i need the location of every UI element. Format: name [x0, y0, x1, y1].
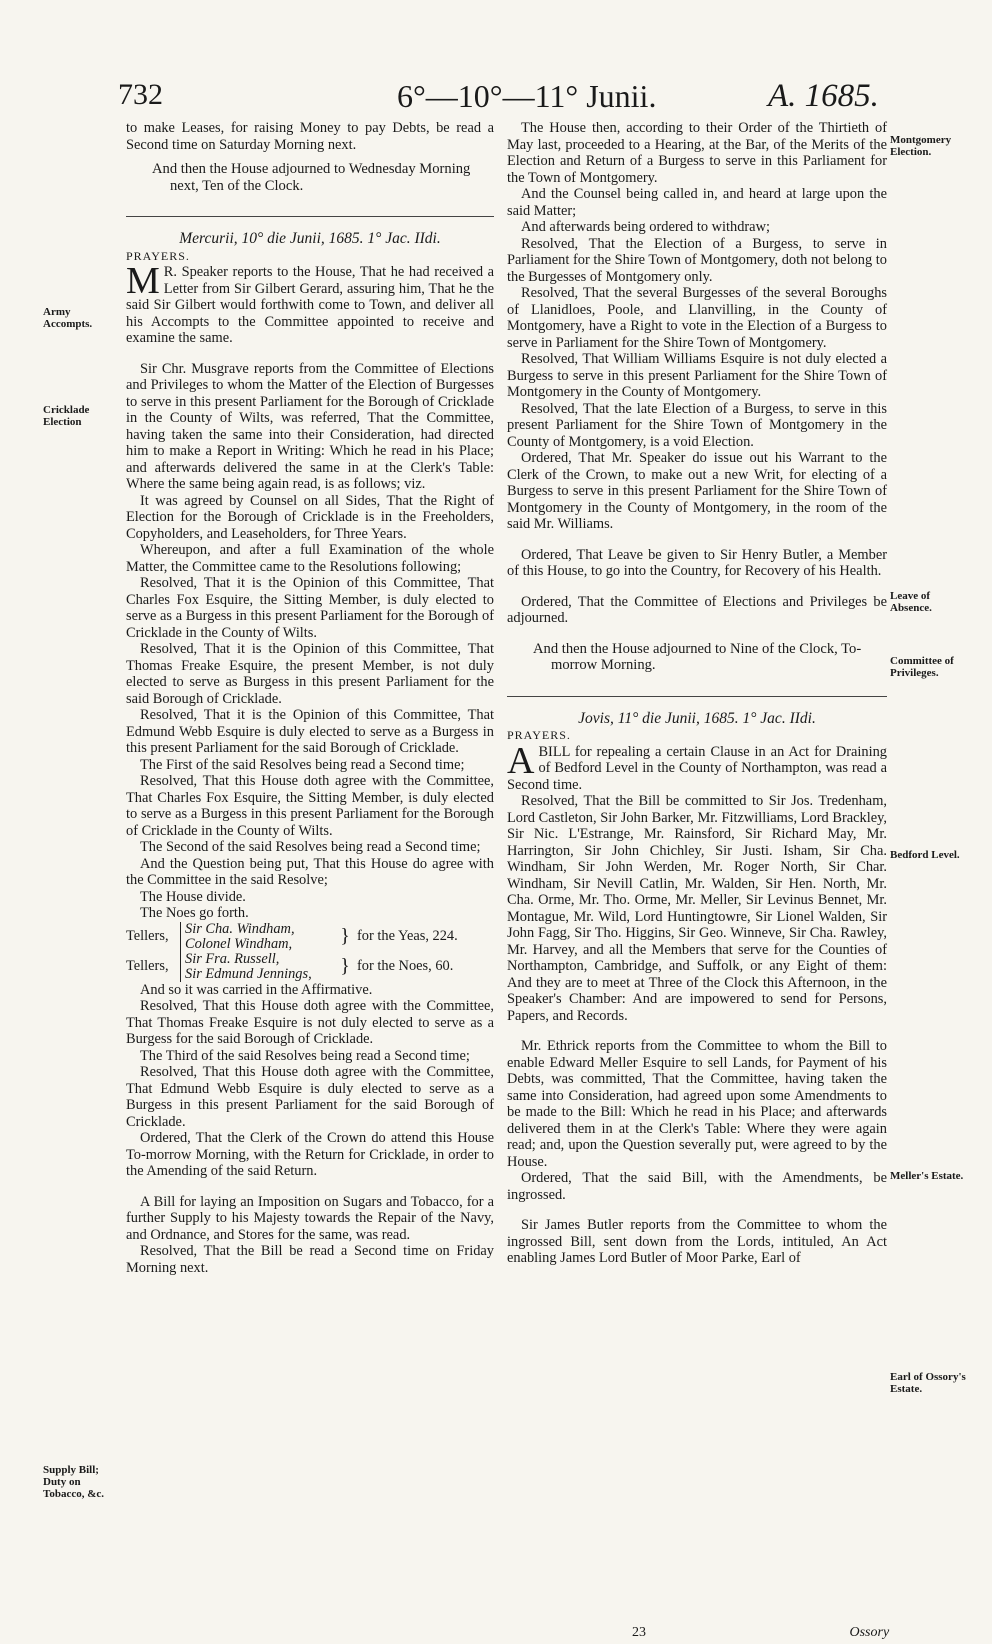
paragraph: Resolved, That the several Burgesses of the several Boroughs of Llanidloes, Poole, and Llanvilling, in the County of Montgomery, have a Right to vote in the Election of a Burgess to serve in Parliament for the Shire Town of Montgomery.	[507, 285, 887, 351]
paragraph: Resolved, That William Williams Esquire is not duly elected a Burgess to serve in this present Parliament for the Shire Town of Montgomery in the County of Montgomery.	[507, 351, 887, 400]
paragraph: Sir James Butler reports from the Committee to whom the ingrossed Bill, sent down from the Lords, intituled, An Act enabling James Lord Butler of Moor Parke, Earl of	[507, 1217, 887, 1266]
divider	[507, 696, 887, 697]
paragraph: Resolved, That this House doth agree with the Committee, That Thomas Freake Esquire is not duly elected to serve as a Burgess for the said Borough of Cricklade.	[126, 998, 494, 1047]
margin-note-meller: Meller's Estate.	[890, 1170, 964, 1182]
tellers-yeas	[126, 922, 494, 952]
paragraph: The Second of the said Resolves being read a Second time;	[140, 839, 481, 855]
drop-cap: M	[126, 260, 160, 302]
tellers-noes	[126, 952, 494, 982]
margin-note-supply: Supply Bill; Duty on Tobacco, &c.	[43, 1464, 105, 1500]
paragraph: And so it was carried in the Affirmative.	[140, 981, 373, 998]
paragraph: Resolved, That this House doth agree with the Committee, That Charles Fox Esquire, the Sitting Member, is duly elected to serve as a Burgess in this present Parliament for the Borough of Cricklade in the County of Wilts.	[126, 773, 494, 839]
page-footer	[612, 1625, 912, 1641]
drop-cap: A	[507, 739, 535, 782]
margin-note-cricklade: Cricklade Election	[43, 404, 90, 428]
catchword: Ossory	[849, 1625, 890, 1640]
left-column	[126, 120, 494, 1276]
paragraph: Resolved, That it is the Opinion of this Committee, That Charles Fox Esquire, the Sitting Member, is duly elected to serve as a Burgess in this present Parliament for the Borough of Cricklade in the County of Wilts.	[126, 575, 494, 641]
tellers-label: Tellers,	[126, 958, 169, 975]
paragraph: Ordered, That Mr. Speaker do issue out his Warrant to the Clerk of the Crown, to make out a new Writ, for electing of a Burgess to serve in this present Parliament for the Shire Town of Montgomery in the County of Montgomery, in the room of the said Mr. Williams.	[507, 450, 887, 532]
paragraph: ABILL for repealing a certain Clause in an Act for Draining of Bedford Level in the County of Northampton, was read a Second time.	[507, 739, 887, 793]
paragraph: Resolved, That it is the Opinion of this Committee, That Thomas Freake Esquire, the present Member, is not duly elected to serve as Burgess in this present Parliament for the said Borough of Cricklade.	[126, 641, 494, 707]
paragraph: Ordered, That the Committee of Elections and Privileges be adjourned.	[507, 593, 887, 626]
adjournment: And then the House adjourned to Wednesday Morning next, Ten of the Clock.	[152, 161, 471, 194]
paragraph: Mr. Ethrick reports from the Committee to whom the Bill to enable Edward Meller Esquire to sell Lands, for Payment of his Debts, was committed, That the Committee, having taken the same into Consideration, had agreed upon some Amendments to be made to the Bill: Which he read in his Place; and afterwards delivered them in at the Clerk's Table: Where they were again read; and, upon the Question severally put, were agreed to by the House.	[507, 1038, 887, 1170]
paragraph: Resolved, That the Election of a Burgess, to serve in Parliament for the Shire Town of Montgomery, doth not belong to the Burgesses of Montgomery only.	[507, 235, 887, 285]
paragraph: to make Leases, for raising Money to pay Debts, be read a Second time on Saturday Morning next.	[126, 120, 494, 153]
paragraph: Resolved, That the late Election of a Burgess, to serve in this present Parliament for the Shire Town of Montgomery in the County of Montgomery, is a void Election.	[507, 400, 887, 450]
paragraph: The House divide.	[140, 888, 246, 905]
margin-note-committee: Committee of Privileges.	[890, 655, 954, 679]
paragraph: The Noes go forth.	[140, 905, 249, 921]
paragraph: Ordered, That the Clerk of the Crown do attend this House To-morrow Morning, with the Return for Cricklade, in order to the Amending of the said Return.	[126, 1130, 494, 1179]
teller-names: Sir Cha. Windham, Colonel Windham,	[180, 922, 333, 952]
prayers-heading: PRAYERS.	[126, 248, 190, 263]
tellers-label: Tellers,	[126, 928, 169, 945]
paragraph: Resolved, That the Bill be read a Second time on Friday Morning next.	[126, 1243, 494, 1276]
running-date: 6°—10°—11° Junii.	[397, 78, 657, 114]
prayers-heading: PRAYERS.	[507, 728, 571, 742]
margin-note-montgomery: Montgomery Election.	[890, 134, 952, 158]
paragraph: The First of the said Resolves being read a Second time;	[140, 756, 465, 773]
right-column	[507, 120, 887, 1267]
paragraph: Resolved, That the Bill be committed to Sir Jos. Tredenham, Lord Castleton, Sir John Barker, Mr. Fitzwilliams, Lord Brackley, Sir Nic. L'Estrange, Mr. Rainsford, Sir Richard May, Mr. Harrington, Sir John Chichley, Sir Justi. Isham, Sir Cha. Windham, Sir John Werden, Mr. Roger North, Sir Char. Windham, Sir Nevill Catlin, Mr. Walden, Sir Hen. North, Mr. Cha. Orme, Mr. Tho. Orme, Mr. Meller, Sir Levinus Bennet, Mr. Montague, Mr. Wild, Lord Huntingtowre, Sir Lionel Walden, Sir John Fagg, Sir Tho. Higgins, Sir Geo. Winneve, Sir Cha. Rawley, Mr. Harvey, and all the Members that serve for the Counties of Northampton, Cambridge, and Suffolk, or any Eight of them: And they are to meet at Three of the Clock this Afternoon, in the Speaker's Chamber: And are impowered to send for Persons, Papers, and Records.	[507, 793, 887, 1024]
yeas-count: for the Yeas, 224.	[357, 928, 458, 945]
margin-note-bedford: Bedford Level.	[890, 849, 960, 861]
paragraph: M R. Speaker reports to the House, That he had received a Letter from Sir Gilbert Gerard, assuring him, That he the said Sir Gilbert would forthwith come to Town, and deliver all his Accompts to the Committee appointed to receive and examine the same.	[126, 260, 494, 346]
teller-names: Sir Fra. Russell, Sir Edmund Jennings,	[180, 952, 333, 982]
paragraph: A Bill for laying an Imposition on Sugars and Tobacco, for a further Supply to his Majesty towards the Repair of the Navy, and Ordnance, and Stores for the same, was read.	[126, 1193, 494, 1243]
margin-note-army: Army Accompts.	[43, 306, 93, 330]
divider	[126, 216, 494, 217]
adjournment: And then the House adjourned to Nine of the Clock, To-morrow Morning.	[533, 640, 862, 673]
paragraph: And the Counsel being called in, and heard at large upon the said Matter;	[507, 186, 887, 219]
margin-note-ossory: Earl of Ossory's Estate.	[890, 1371, 966, 1395]
paragraph: Resolved, That it is the Opinion of this Committee, That Edmund Webb Esquire is duly elected to serve as a Burgess in this present Parliament for the said Borough of Cricklade.	[126, 707, 494, 756]
noes-count: for the Noes, 60.	[357, 958, 454, 975]
paragraph: It was agreed by Counsel on all Sides, That the Right of Election for the Borough of Cricklade is in the Freeholders, Copyholders, and Leaseholders, for Three Years.	[126, 492, 494, 542]
paragraph: Sir Chr. Musgrave reports from the Committee of Elections and Privileges to whom the Matter of the Election of Burgesses to serve in this present Parliament for the Borough of Cricklade in the County of Wilts, was referred, That the Committee, having taken the same into their Consideration, had directed him to make a Report in Writing: Which he read in his Place; and afterwards delivered the same in at the Clerk's Table: Where the same being again read, is as follows; viz.	[126, 360, 494, 492]
brace: }	[340, 955, 350, 978]
page-number: 732	[118, 78, 163, 111]
margin-note-leave: Leave of Absence.	[890, 590, 932, 614]
paragraph: The House then, according to their Order of the Thirtieth of May last, proceeded to a Hearing, at the Bar, of the Merits of the Election and Return of a Burgess to serve in this Parliament for the Town of Montgomery.	[507, 120, 887, 186]
paragraph: And afterwards being ordered to withdraw;	[521, 219, 770, 235]
brace: }	[340, 925, 350, 948]
paragraph: Whereupon, and after a full Examination of the whole Matter, the Committee came to the Resolutions following;	[126, 542, 494, 575]
paragraph: And the Question being put, That this House do agree with the Committee in the said Resolve;	[126, 855, 494, 888]
paragraph: The Third of the said Resolves being read a Second time;	[140, 1047, 470, 1064]
paragraph: Ordered, That Leave be given to Sir Henry Butler, a Member of this House, to go into the Country, for Recovery of his Health.	[507, 546, 887, 579]
running-year: A. 1685.	[768, 78, 879, 114]
paragraph: Ordered, That the said Bill, with the Amendments, be ingrossed.	[507, 1170, 887, 1203]
paragraph: Resolved, That this House doth agree with the Committee, That Edmund Webb Esquire is duly elected to serve as a Burgess in this present Parliament for the said Borough of Cricklade.	[126, 1064, 494, 1130]
sitting-dateline: Jovis, 11° die Junii, 1685. 1° Jac. IIdi.	[578, 709, 816, 727]
signature-mark: 23	[632, 1625, 646, 1640]
sitting-dateline: Mercurii, 10° die Junii, 1685. 1° Jac. IIdi.	[179, 230, 441, 247]
